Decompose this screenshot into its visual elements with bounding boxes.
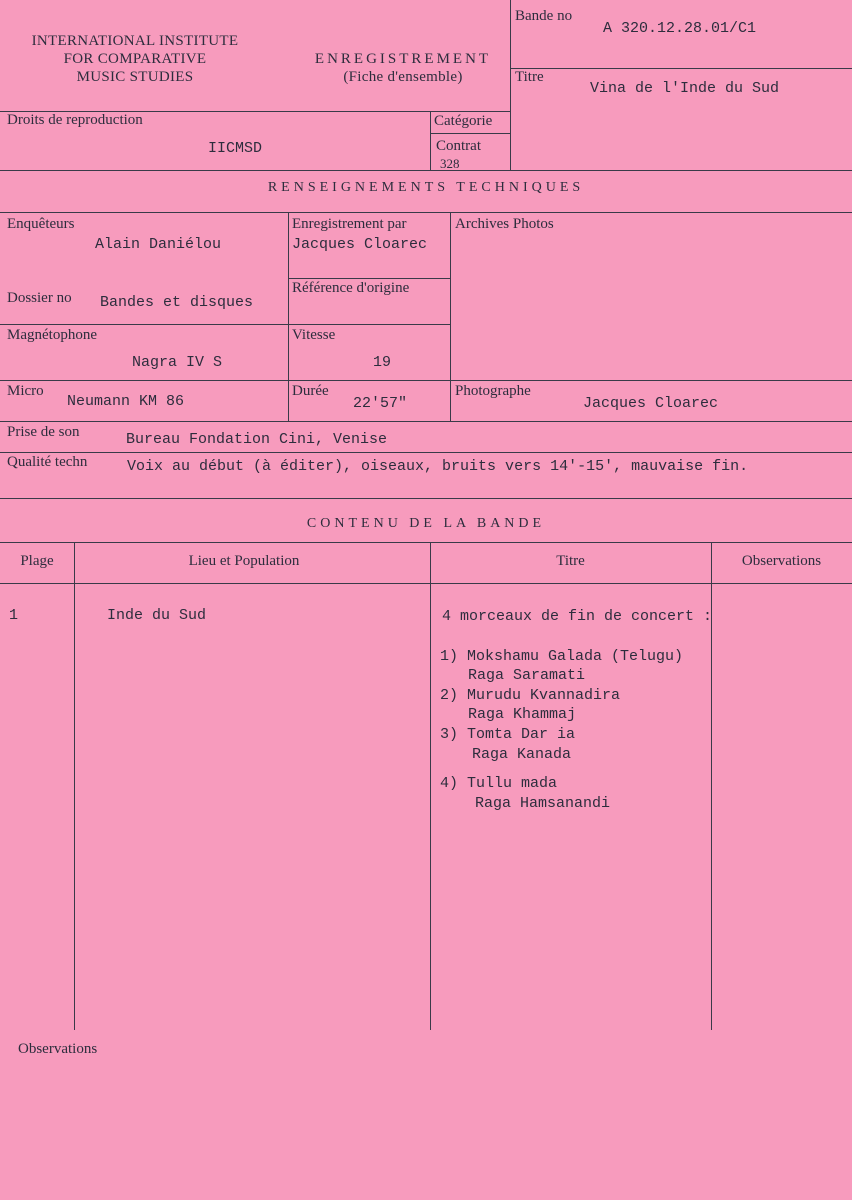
col-lieu: Lieu et Population	[188, 553, 300, 569]
divider	[0, 583, 852, 584]
observations-label: Observations	[18, 1041, 98, 1057]
divider	[0, 170, 852, 171]
qualite-label: Qualité techn	[7, 454, 88, 470]
institute-line-1: INTERNATIONAL INSTITUTE	[31, 33, 239, 49]
col-titre: Titre	[556, 553, 585, 569]
piece-4-raga: Raga Hamsanandi	[475, 795, 611, 812]
plage-value: 1	[9, 607, 19, 624]
section-content: CONTENU DE LA BANDE	[306, 516, 546, 531]
enregistrement-value: Jacques Cloarec	[292, 236, 428, 253]
reference-label: Référence d'origine	[292, 280, 410, 296]
divider	[430, 542, 431, 1030]
divider	[430, 133, 510, 134]
piece-1-title: 1) Mokshamu Galada (Telugu)	[440, 648, 684, 665]
form-type	[298, 50, 508, 86]
titre-label: Titre	[515, 69, 544, 85]
droits-label: Droits de reproduction	[7, 112, 143, 128]
dossier-value: Bandes et disques	[100, 294, 254, 311]
piece-2-raga: Raga Khammaj	[468, 706, 577, 723]
photographe-value: Jacques Cloarec	[583, 395, 719, 412]
divider	[0, 324, 450, 325]
duree-label: Durée	[292, 383, 329, 399]
categorie-value: Contrat	[436, 138, 481, 154]
piece-2-title: 2) Murudu Kvannadira	[440, 687, 621, 704]
divider	[0, 498, 852, 499]
col-observations: Observations	[741, 553, 822, 569]
divider	[74, 542, 75, 1030]
institute-name	[10, 32, 260, 86]
vitesse-label: Vitesse	[292, 327, 336, 343]
prise-label: Prise de son	[7, 424, 80, 440]
categorie-label: Catégorie	[434, 113, 493, 129]
divider	[0, 421, 852, 422]
enregistrement-label: Enregistrement par	[292, 216, 407, 232]
divider	[288, 212, 289, 421]
dossier-label: Dossier no	[7, 290, 72, 306]
divider	[0, 212, 852, 213]
piece-1-raga: Raga Saramati	[468, 667, 586, 684]
droits-value: IICMSD	[208, 140, 263, 157]
micro-value: Neumann KM 86	[67, 393, 185, 410]
divider	[0, 380, 852, 381]
institute-line-3: MUSIC STUDIES	[76, 69, 194, 85]
enqueteurs-value: Alain Daniélou	[95, 236, 222, 253]
micro-label: Micro	[7, 383, 44, 399]
archives-label: Archives Photos	[455, 216, 554, 232]
qualite-value: Voix au début (à éditer), oiseaux, bruits vers 14'-15', mauvaise fin.	[127, 458, 749, 475]
bande-value: A 320.12.28.01/C1	[603, 20, 757, 37]
header-divider	[510, 0, 511, 170]
titre-intro: 4 morceaux de fin de concert :	[442, 608, 713, 625]
categorie-number: 328	[440, 156, 460, 171]
magnetophone-value: Nagra IV S	[132, 354, 223, 371]
prise-value: Bureau Fondation Cini, Venise	[126, 431, 388, 448]
duree-value: 22'57"	[353, 395, 408, 412]
divider	[430, 111, 431, 170]
piece-4-title: 4) Tullu mada	[440, 775, 558, 792]
divider	[0, 542, 852, 543]
lieu-value: Inde du Sud	[107, 607, 207, 624]
form-title: ENREGISTREMENT	[314, 51, 492, 67]
divider	[0, 452, 852, 453]
piece-3-raga: Raga Kanada	[472, 746, 572, 763]
bande-label: Bande no	[515, 8, 573, 24]
divider	[450, 212, 451, 421]
magnetophone-label: Magnétophone	[7, 327, 97, 343]
section-technical: RENSEIGNEMENTS TECHNIQUES	[267, 180, 585, 195]
titre-value: Vina de l'Inde du Sud	[590, 80, 780, 97]
divider	[288, 278, 450, 279]
institute-line-2: FOR COMPARATIVE	[63, 51, 207, 67]
enqueteurs-label: Enquêteurs	[7, 216, 75, 232]
form-subtitle: (Fiche d'ensemble)	[343, 69, 463, 85]
piece-3-title: 3) Tomta Dar ia	[440, 726, 576, 743]
divider	[510, 68, 852, 69]
col-plage: Plage	[20, 553, 54, 569]
vitesse-value: 19	[373, 354, 392, 371]
photographe-label: Photographe	[455, 383, 531, 399]
